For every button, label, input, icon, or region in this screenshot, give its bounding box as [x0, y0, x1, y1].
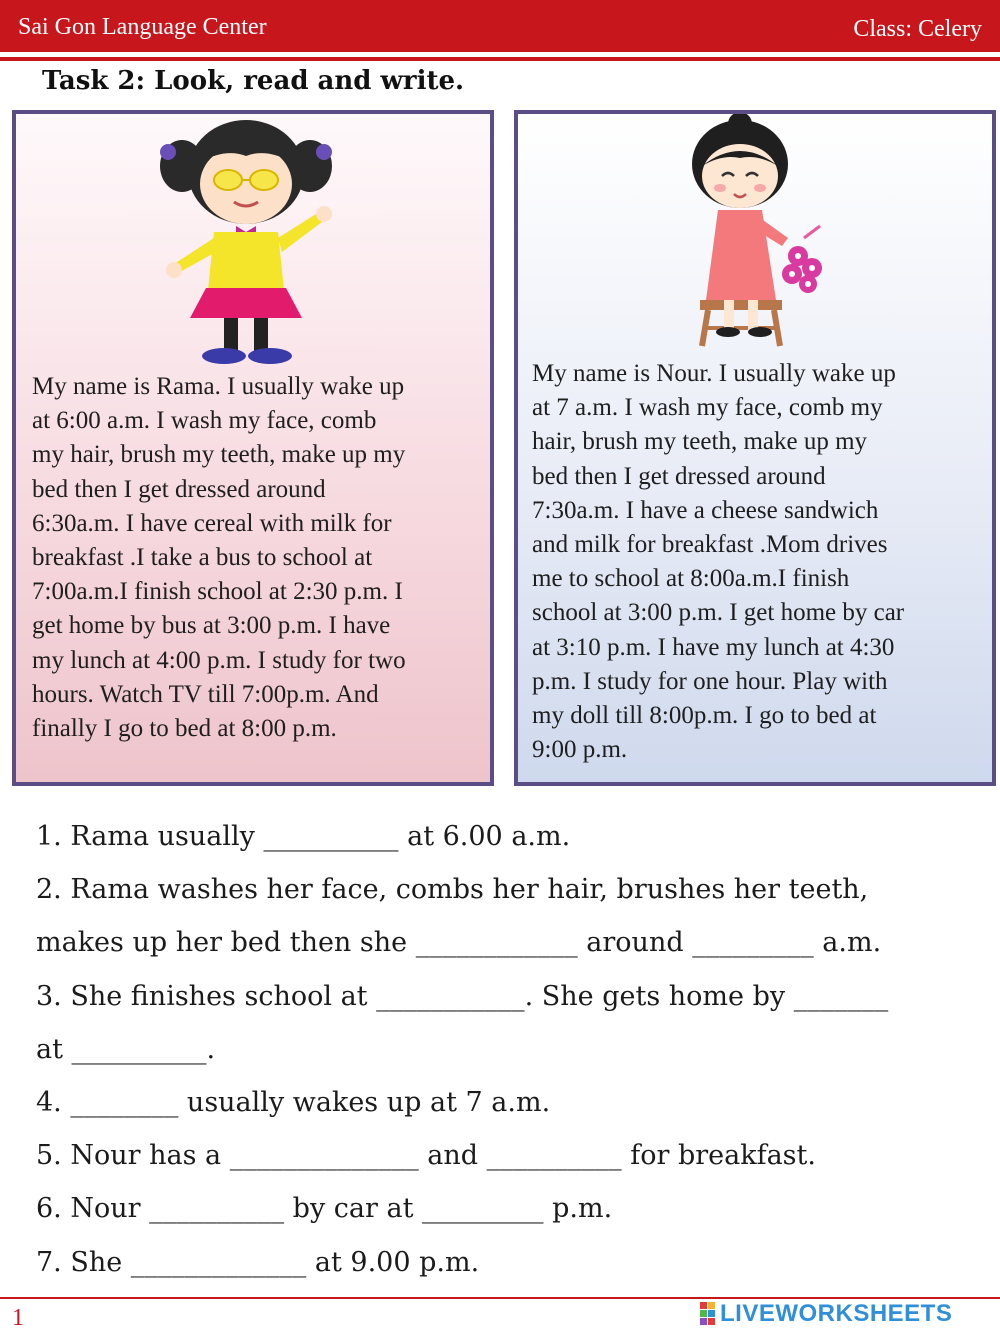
rama-panel — [12, 110, 494, 786]
story-line: school at 3:00 p.m. I get home by car — [532, 599, 905, 627]
question-line: 2. Rama washes her face, combs her hair, brushes her teeth, — [36, 874, 869, 906]
question-line: 6. Nour __________ by car at _________ p.m. — [36, 1193, 613, 1225]
question-line: 3. She finishes school at ___________. She gets home by _______ — [36, 980, 889, 1012]
question-line: at __________. — [36, 1033, 216, 1065]
story-line: My name is Rama. I usually wake up — [32, 373, 405, 400]
story-line: hair, brush my teeth, make up my — [532, 428, 868, 456]
question-line: 5. Nour has a ______________ and __________ for breakfast. — [36, 1140, 816, 1172]
header-divider — [0, 57, 1000, 61]
liveworksheets-watermark — [700, 1300, 952, 1328]
nour-girl-illustration — [648, 114, 858, 350]
task-title: Task 2: Look, read and write. — [42, 66, 465, 96]
story-line: at 6:00 a.m. I wash my face, comb — [32, 407, 377, 435]
question-line: 1. Rama usually __________ at 6.00 a.m. — [36, 821, 571, 852]
story-line: hours. Watch TV till 7:00p.m. And — [32, 680, 379, 708]
story-line: p.m. I study for one hour. Play with — [532, 667, 888, 695]
story-line: my doll till 8:00p.m. I go to bed at — [532, 702, 877, 730]
question-line: 7. She _____________ at 9.00 p.m. — [36, 1246, 480, 1278]
class-label: Class: Celery — [853, 16, 982, 42]
story-line: my hair, brush my teeth, make up my — [32, 441, 406, 469]
rama-girl-illustration — [116, 114, 376, 370]
footer-divider — [0, 1297, 1000, 1299]
story-line: My name is Nour. I usually wake up — [532, 360, 896, 387]
rama-story — [32, 370, 484, 746]
question-line: 4. ________ usually wakes up at 7 a.m. — [36, 1086, 551, 1118]
story-line: at 3:10 p.m. I have my lunch at 4:30 — [532, 633, 895, 661]
story-line: 9:00 p.m. — [532, 736, 628, 764]
nour-panel — [514, 110, 996, 786]
story-line: get home by bus at 3:00 p.m. I have — [32, 612, 391, 640]
story-line: breakfast .I take a bus to school at — [32, 544, 373, 572]
story-line: bed then I get dressed around — [532, 462, 826, 490]
question-line: makes up her bed then she ____________ around _________ a.m. — [36, 927, 882, 959]
center-name: Sai Gon Language Center — [18, 14, 267, 40]
story-line: 6:30a.m. I have cereal with milk for — [32, 509, 392, 537]
story-line: me to school at 8:00a.m.I finish — [532, 565, 850, 593]
page-header — [0, 0, 1000, 52]
nour-story — [532, 357, 984, 767]
watermark-text: LIVEWORKSHEETS — [720, 1300, 953, 1327]
story-line: bed then I get dressed around — [32, 475, 326, 503]
liveworksheets-logo-icon — [700, 1302, 716, 1326]
story-line: 7:00a.m.I finish school at 2:30 p.m. I — [32, 578, 403, 606]
page-number: 1 — [12, 1305, 24, 1331]
story-line: and milk for breakfast .Mom drives — [532, 531, 888, 559]
story-line: 7:30a.m. I have a cheese sandwich — [532, 496, 879, 524]
story-line: at 7 a.m. I wash my face, comb my — [532, 394, 883, 422]
story-line: finally I go to bed at 8:00 p.m. — [32, 715, 337, 743]
story-line: my lunch at 4:00 p.m. I study for two — [32, 646, 406, 674]
question-list — [36, 810, 976, 1289]
